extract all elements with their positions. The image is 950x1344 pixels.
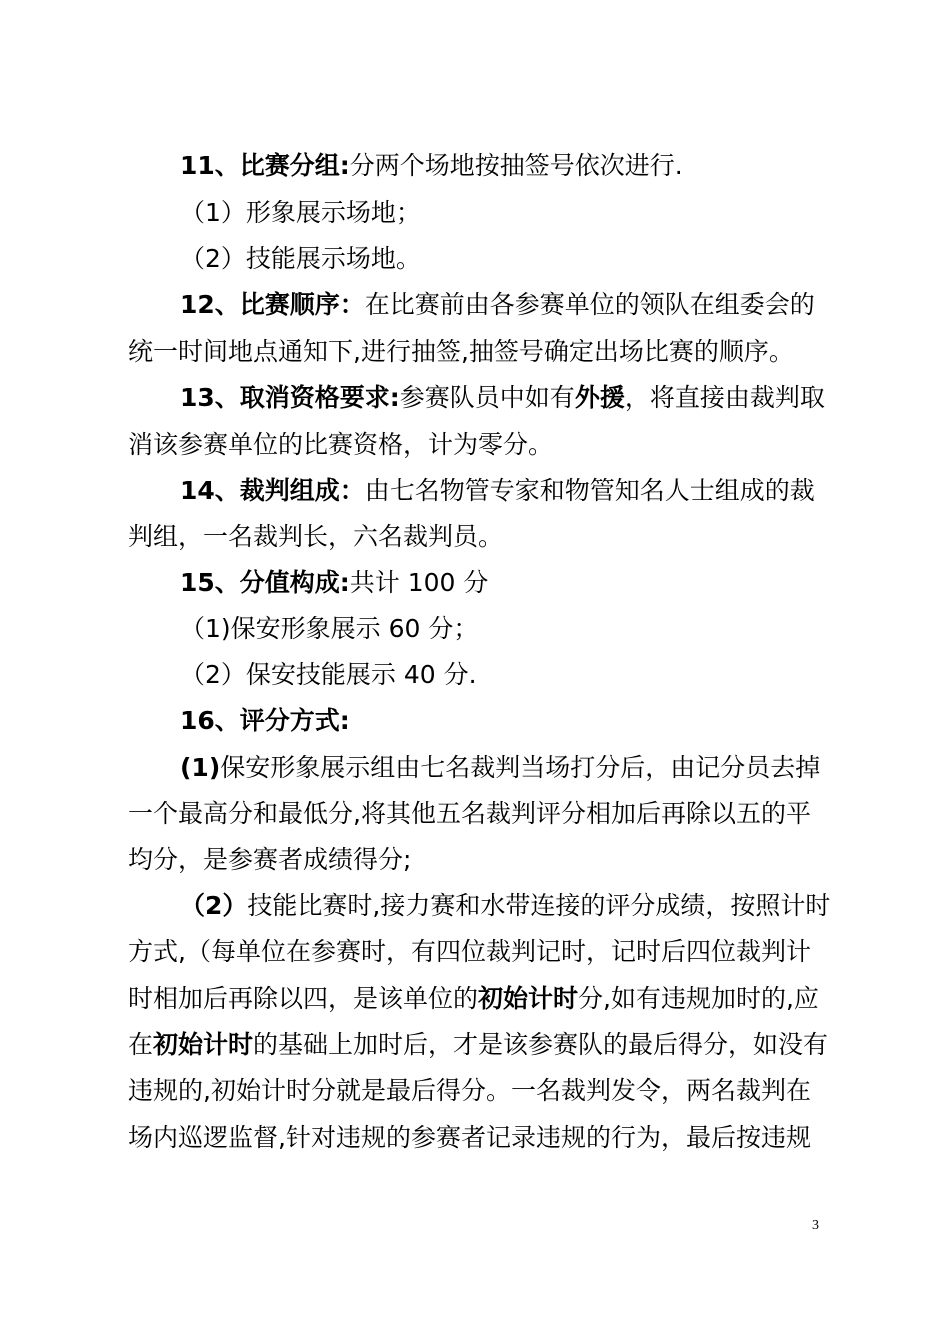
initial-timing-term: 初始计时 xyxy=(478,984,579,1013)
section-16-p2-line-6: 场内巡逻监督,针对违规的参赛者记录违规的行为，最后按违规 xyxy=(128,1123,811,1152)
section-15-title: 15、分值构成: xyxy=(180,568,350,597)
page-number: 3 xyxy=(812,1218,819,1233)
section-16-p2-line-2: 方式,（每单位在参赛时，有四位裁判记时，记时后四位裁判计 xyxy=(128,937,811,966)
section-15-line xyxy=(180,568,488,598)
section-16-p2-text: 技能比赛时,接力赛和水带连接的评分成绩，按照计时 xyxy=(247,891,831,920)
section-16-p2-line-3-pre: 时相加后再除以四，是该单位的 xyxy=(128,984,479,1013)
section-16-p1-line-2: 一个最高分和最低分,将其他五名裁判评分相加后再除以五的平 xyxy=(128,799,811,828)
section-16-p1-text: 保安形象展示组由七名裁判当场打分后，由记分员去掉 xyxy=(220,753,821,782)
section-11-line xyxy=(180,151,683,181)
section-16-p1-line-3: 均分，是参赛者成绩得分; xyxy=(128,845,412,874)
section-14-title: 14、裁判组成： xyxy=(180,476,365,505)
section-16-p2-line-3-post: 分,如有违规加时的,应 xyxy=(578,984,819,1013)
section-13-text-post: ，将直接由裁判取 xyxy=(624,383,825,412)
section-16-p2-line-1 xyxy=(180,891,830,921)
section-12-text: 在比赛前由各参赛单位的领队在组委会的 xyxy=(364,290,815,319)
section-14-line-2: 判组，一名裁判长，六名裁判员。 xyxy=(128,522,504,551)
section-13-text-pre: 参赛队员中如有 xyxy=(399,383,575,412)
section-16-title: 16、评分方式: xyxy=(180,706,350,735)
section-16-p2-label: （2） xyxy=(180,891,248,920)
section-11-text: 分两个场地按抽签号依次进行. xyxy=(349,151,683,180)
section-16-p1-label: (1) xyxy=(180,753,221,782)
section-16-p2-line-4-post: 的基础上加时后，才是该参赛队的最后得分，如没有 xyxy=(253,1030,829,1059)
section-13-title: 13、取消资格要求: xyxy=(180,383,400,412)
section-15-text: 共计 100 分 xyxy=(349,568,489,597)
initial-timing-term: 初始计时 xyxy=(153,1030,254,1059)
section-16-p2-line-4 xyxy=(128,1030,828,1060)
section-16-p2-line-5: 违规的,初始计时分就是最后得分。一名裁判发令，两名裁判在 xyxy=(128,1076,811,1105)
section-13-line-1 xyxy=(180,383,825,413)
section-15-item-1: （1)保安形象展示 60 分； xyxy=(180,614,479,643)
section-16-p2-line-3 xyxy=(128,984,819,1014)
section-12-line-1 xyxy=(180,290,815,320)
section-13-bold-term: 外援 xyxy=(574,383,625,412)
section-16-p2-line-4-pre: 在 xyxy=(128,1030,154,1059)
section-14-text: 由七名物管专家和物管知名人士组成的裁 xyxy=(364,476,815,505)
section-12-line-2: 统一时间地点通知下,进行抽签,抽签号确定出场比赛的顺序。 xyxy=(128,337,794,366)
section-13-line-2: 消该参赛单位的比赛资格，计为零分。 xyxy=(128,430,554,459)
section-11-item-1: （1）形象展示场地； xyxy=(180,198,421,227)
section-11-item-2: （2）技能展示场地。 xyxy=(180,244,421,273)
section-14-line-1 xyxy=(180,476,815,506)
section-11-title: 11、比赛分组: xyxy=(180,151,350,180)
section-16-p1-line-1 xyxy=(180,753,820,783)
section-12-title: 12、比赛顺序： xyxy=(180,290,365,319)
section-15-item-2: （2）保安技能展示 40 分. xyxy=(180,660,477,689)
